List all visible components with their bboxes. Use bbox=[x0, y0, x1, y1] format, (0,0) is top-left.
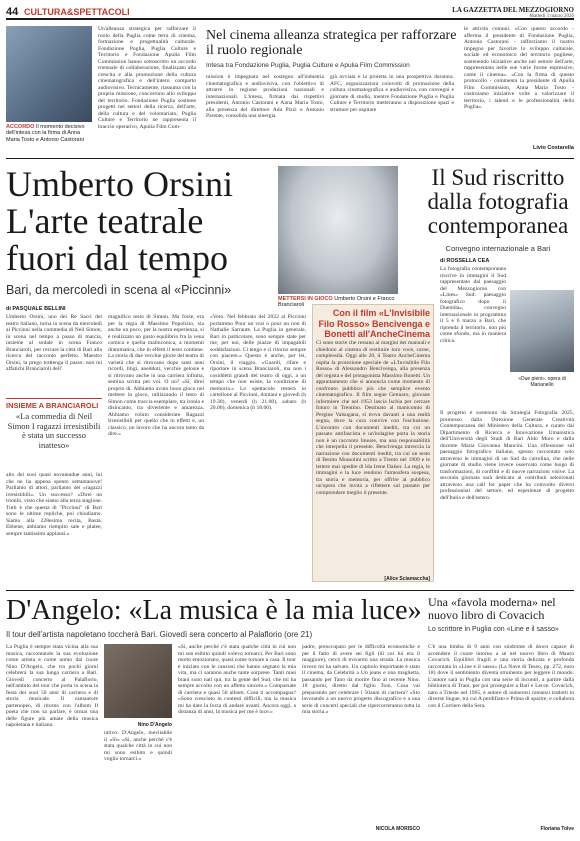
sud-headline-line1: Il Sud riscritto bbox=[431, 165, 565, 190]
orsini-col2: magnifico testo di Simon. Ma forse, era per la regia di Massimo Popolizio, sia anche un poco, per la nostra esperienza, si è realizzato un gusto equilibrio fra la vena comica e quella malinconica, a momenti drammatica, che in effetti il testo contiene. La storia di due vecchie glorie del teatro di varietà che si ritrovano dopo tanti anni ricordi, litigi, aneddoti, vecchie gelosie e si ritrovano anche in una carriera infinita, semina scritta per voi. O no? «Si, direi proprio di. Abbiamo avuto buon gioco nel mettere in gioco, utilizzando il testo di Simon come traccia esemplare, tra ironia e disincanto, tra divertente e amarezza. Abbiamo voluto considerare Ragazzi Irresistibili per quello che in effetti è, un classico, un lavoro che ha ancora tanto da dire.» bbox=[108, 314, 204, 437]
sud-headline-line3: contemporanea bbox=[427, 213, 569, 238]
divider bbox=[6, 158, 574, 159]
sud-col2: Il progetto è sostenuto da Strategia Fotografia 2025, promosso dalla Direzione Generale Creatività Contemporanea del Ministero della Cultura, e curato dal Dipartimento di Ricerca e Innovazione Umanistica dell'Università degli Studi di Bari Aldo Moro e dalla docente Maria Giovanna Mancini. Una riflessione sul paesaggio fotografico italiano, spesso raccontato solo attraverso le immagini di un Sud da cartolina, che nelle giornate di studio viene invece osservato come luogo di trasformazioni, di conflitti e di nuove narrazioni visive. La seconda giornata sarà dedicata ai contributi selezionati attraverso una call for paper che ha coinvolto diversi professionisti del settore, ed esperienze di progetto dell'Italia e dell'estero. bbox=[440, 410, 574, 501]
divider bbox=[6, 590, 574, 591]
paper-masthead bbox=[452, 6, 574, 19]
dangelo-signature: NICOLA MORISCO bbox=[375, 826, 420, 832]
paper-date: Martedì 3 marzo 2026 bbox=[529, 14, 574, 19]
film-box-title: Con il film «L'Invisibile Filo Rosso» Bencivenga e Bonetti all'AncheCinema bbox=[318, 308, 430, 339]
sud-headline-line2: dalla fotografia bbox=[427, 189, 569, 214]
orsini-byline: di PASQUALE BELLINI bbox=[6, 306, 66, 312]
covacich-text: C'è una bimba di 9 anni con sindrome di down capace di accendere il cuore intorno a sé nel nuovo libro di Mauro Covacich. Equilibri fragili e una storia delicata e profonda raccontata in «Line e il sasso» (La Nave di Teseo, pp. 272, euro 18) dove il sentimento diventa strumento per leggere il mondo. L'autore sarà in Puglia con una serie di incontri, a partire dalla biblioteca di Trani, per poi proseguire a Bari e Lecce. Covacich, nato a Trieste nel 1965, è autore di numerosi romanzi tradotti in diverse lingue, tra cui A perdifiato e Prima di sparire, e collabora con il Corriere della Sera. bbox=[428, 644, 574, 709]
orsini-headline-line2: L'arte teatrale bbox=[6, 201, 204, 241]
top-article-col2: mission è impegnata nel sostegno all'industria cinematografica e audiovisiva, con l'obiettivo di attrarre in regione produzioni nazionali e internazionali. L'intesa, firmata dai rispettivi presidenti, Antonio Castorani e Anna Maria Tosto, alla presenza del direttore Ada Pizzi e Antonio Parente, consolida una sinergia bbox=[206, 74, 324, 119]
orsini-col1b: alto dei suoi quasi novantadue anni, lui che ne ha appena spento settantanove! Parliamo di attori, parliamo dei «ragazzi irresistibili». Un successo? «Direi un trionfo, visto che siamo alla terza stagione. Tutti è che questa di "Piccinni" di Bari sono le ultime repliche, poi chiudiamo. Siamo alla 228esima recita, Basta. Ebbene, abbiamo riempito sale e platee, sempre tantissimi applausi.» bbox=[6, 472, 102, 537]
dangelo-col1: La Puglia è sempre stata vicina alla sua musica, raccontando la sua evoluzione come artista e come uomo dal cuore Nino D'Angelo, che tra pochi giorni celebrerà la sua lunga carriera a Bari. Giovedì concerto al Palaflorio, nell'ambito del tour che porta in scena la festa dei suoi 50 anni di carriera e di storia musicale. Il cantautore partenopeo, di ritorno con l'album Il poeta che non sa parlare, è ormai una delle figure più amate della musica napoletana e italiana. bbox=[6, 644, 98, 728]
stage-caption-lead: METTERSI IN GIOCO bbox=[278, 296, 333, 302]
caption-accordo bbox=[6, 124, 92, 143]
orsini-box-label: INSIEME A BRANCIAROLI bbox=[6, 398, 102, 410]
top-article-col3: già avviata e la proietta in una prospettiva duratura. AFC, organizzazioni coinvolti di promozione della cultura cinematografica e audiovisiva, con convegni e giornate di studio, mentre Fondazione Puglia e Puglia Culture e Territorio metteranno a disposizione spazi e strutture per ospitare bbox=[330, 74, 454, 113]
orsini-col3: «Vero. Nel febbraio del 2022 al Piccinni portammo Pour un vrai o pour un non di Nathalie Sarraute. La Puglia in generale, Bari in particolare, sono sempre state per me, per noi, delle piazze di impagabili soddisfazioni. Ci tengo e ci ritorno sempre con piacere.» Questo è anche, per lei, Orsini, il viaggio. «Guardi, rifare e riportare in scena Branciaroli, ma non i cosiddetti grandi del teatro di oggi, a un tempo che non esiste, la condizione di memoria.» Lo spettacolo resterà in cartellone al Piccinni, domani e giovedì (h 19.30), venerdì (h 21.00), sabato (h 20.00), domenica (h 18.00). bbox=[210, 314, 306, 411]
film-box-signature: [Alice Sciamaccha] bbox=[384, 576, 430, 582]
orsini-headline-line1: Umberto Orsini bbox=[6, 164, 233, 204]
top-article-col4: le attività comuni. «Con questo accordo - afferma il presidente di Fondazione Puglia, Antonio Castorani - rafforziamo il nostro impegno per favorire lo sviluppo culturale, sociale ed economico del territorio pugliese, sostenendo iniziative anche nel settore dell'arte, rappresentata nelle sue varie forme espressive, come il cinema». «Con la firma di questo protocollo - commenta la presidente di Apulia Film Commission, Anna Maria Tosto - costruiamo iniziative volte a valorizzare il territorio, i talenti e le professionalità della Puglia». bbox=[464, 26, 574, 110]
covacich-headline: Una «favola moderna» nel nuovo libro di Covacich bbox=[428, 595, 556, 622]
top-article-signature: Livio Costarella bbox=[533, 145, 574, 151]
top-article-col1: Un'alleanza strategica per rafforzare il ruolo della Puglia come terra di cinema, formazione e progettualità culturale. Fondazione Puglia, Puglia Culture e Territorio e Fondazione Apulia Film Commission hanno sottoscritto un accordo triennale di collaborazione, finalizzato alla crescita e alla promozione della cultura cinematografica e dell'intero comparto audiovisivo. Tecnicamente, riassuma con la propria missione, concorrono allo sviluppo del territorio. Fondazione Puglia sostiene progetti nei settori della ricerca, dell'arte, della cultura e del volontariato, Puglia Culture e Territorio ne rappresenta il braccio operativo, Apulia Film Com- bbox=[98, 26, 196, 130]
sud-byline: di ROSSELLA CEA bbox=[440, 258, 490, 264]
orsini-col1a: Umberto Orsini, uno dei Re Sacri del teatro italiano, torna in scena da mercoledì al Piccinni nella commedia di Neil Simon, in scena nel tempo a passo di marcia, insieme al sodale in scena Franco Branciaroli, per cercare la città di Bari alla ricerca del racconto perfetto. Maestro Orsini, la prego trattenga il passo: non mi affatichi Branciaroli dell' bbox=[6, 314, 102, 372]
dangelo-col2: nitivo. D'Angelo, inevitabile il «Sì» «Sì, anche perché c'è stata qualche città in cui non mi sono esibito e quindi voglio tornarci.» bbox=[104, 730, 172, 762]
orsini-headline bbox=[6, 166, 274, 277]
page-number: 44 bbox=[6, 6, 19, 18]
orsini-subtitle: Bari, da mercoledì in scena al «Piccinni» bbox=[6, 283, 232, 297]
sud-col1: La fotografia contemporanea riscrive in immagini il Sud rappresentato dal paesaggio del Mezzogiorno con «Lines» Sud: paesaggio fotografico dopo il Duemila», convegno internazionale in programma il 5 e 6 marzo a Bari, che riprenda il territorio, non più come sfondo, ma in maniera critica. bbox=[440, 266, 506, 344]
film-box-text: Ci sono storie che restano ai margini dei manuali e chiedono al cinema di restituire loro voce, carne, complessità. Oggi alle 20, il Teatro AncheCinema ospita la proiezione speciale de «L'Invisibile Filo Rosso» di Alessandro Bencivenga, alla presenza del regista e del protagonista Massimo Bonetti. Un appuntamento che si annuncia come momento di confronto pubblico più che semplice evento cinematografico. Il film segue Gennaro, giovane infermiere che nel 1953 lascia Ischia per cercare futuro in Trentino. Destinato al manicomio di Pergine Valsugana, si trova davanti a una realtà segna, dove la cura convive con l'esclusione. L'incontro con documenti inediti, tra cui un passato antifascista e un'indagine porta la storia non è un racconto lineare, ma una responsabilità che interpella il presente. Bencivenga intreccia la narrazione con documenti inediti, tra cui un testo di Benito Mussolini scritto a Trento nel 1909 e le lettere mai spedite di Ida Irene Dalser. La regia, le immagini e la luce rendono l'atmosfera sospesa, tra storia e memoria, per offrire al pubblico un'opera che invita a riflettere sul passato per comprendere meglio il presente. bbox=[316, 340, 430, 496]
top-article-subtitle: Intesa tra Fondazione Puglia, Puglia Culture e Apulia Film Commission bbox=[206, 62, 410, 69]
sud-subtitle: Convegno internazionale a Bari bbox=[445, 244, 551, 253]
caption-accordo-text: Il momento decisivo dell'intesa con la firma di Anna Maria Tosto e Antonio Castorani bbox=[6, 124, 85, 143]
sud-headline bbox=[422, 166, 574, 238]
caption-accordo-lead: ACCORDO bbox=[6, 124, 35, 130]
masthead bbox=[6, 6, 574, 20]
section-title: CULTURA&SPETTACOLI bbox=[24, 7, 130, 17]
dangelo-photo-caption: Nino D'Angelo bbox=[137, 722, 172, 728]
covacich-subtitle: Lo scrittore in Puglia con «Line e il sasso» bbox=[428, 626, 559, 633]
dangelo-col3: «Sì, anche perché c'è stata qualche città in cui non mi son esibito quindi volevo tornarci. Per Bari sono molto emozionato, quasi come tornare a casa. Il tour è iniziato con le canzoni che hanno segnato la mia vita, ma ci saranno anche tante sorprese. Tanti miei brani sono nati qui, tra la gente del Sud, che mi ha sempre accolto con un affetto sincero.» Comparsate di carriera e quasi 50 album. Cosa ti accompagna? «Sono cresciuto in contesti difficili, ma la musica mi ha dato la forza di andare avanti. Ancora oggi, a distanza di anni, la musica per me è luce.» bbox=[178, 644, 296, 715]
orsini-headline-line3: fuori dal tempo bbox=[6, 238, 228, 278]
orsini-box-quote: «La commedia di Neil Simon I ragazzi irresistibili è stata un successo inatteso» bbox=[7, 411, 101, 450]
sud-photo-caption: «Due pieni», opera di Marianello bbox=[518, 376, 566, 388]
dangelo-photo bbox=[104, 644, 172, 718]
photo-accordo bbox=[6, 26, 92, 122]
sud-photo bbox=[510, 290, 574, 372]
top-article-title: Nel cinema alleanza strategica per rafforzare il ruolo regionale bbox=[206, 28, 457, 58]
dangelo-subtitle: Il tour dell'artista napoletano toccherà Bari. Giovedì sera concerto al Palaflorio (ore 21) bbox=[6, 630, 313, 639]
dangelo-headline: D'Angelo: «La musica è la mia luce» bbox=[6, 595, 422, 626]
stage-photo bbox=[278, 166, 398, 294]
stage-caption-text: Umberto Orsini e Franco Branciaroli bbox=[278, 296, 395, 308]
paper-name: LA GAZZETTA DEL MEZZOGIORNO bbox=[452, 6, 574, 14]
covacich-signature: Floriana Tolve bbox=[540, 826, 574, 832]
dangelo-col4: padre, preoccupato per le difficoltà economiche e per il fatto di avere sei figli (di cui lui era il maggiore), cercò di trovarmi una strada. La musica invece mi ha salvato. Un capitolo importante è stato il cinema, da Celebrità a Un jeans e una maglietta, passando per Tano da morire fino al recente Nino. 18 giorni, diretto dal figlio Toni. Cosa vai preparando per celebrare i 50anni di carriera? «Sto lavorando a un nuovo progetto discografico e a una serie di concerti speciali che ripercorreranno tutta la mia storia.» bbox=[302, 644, 420, 715]
